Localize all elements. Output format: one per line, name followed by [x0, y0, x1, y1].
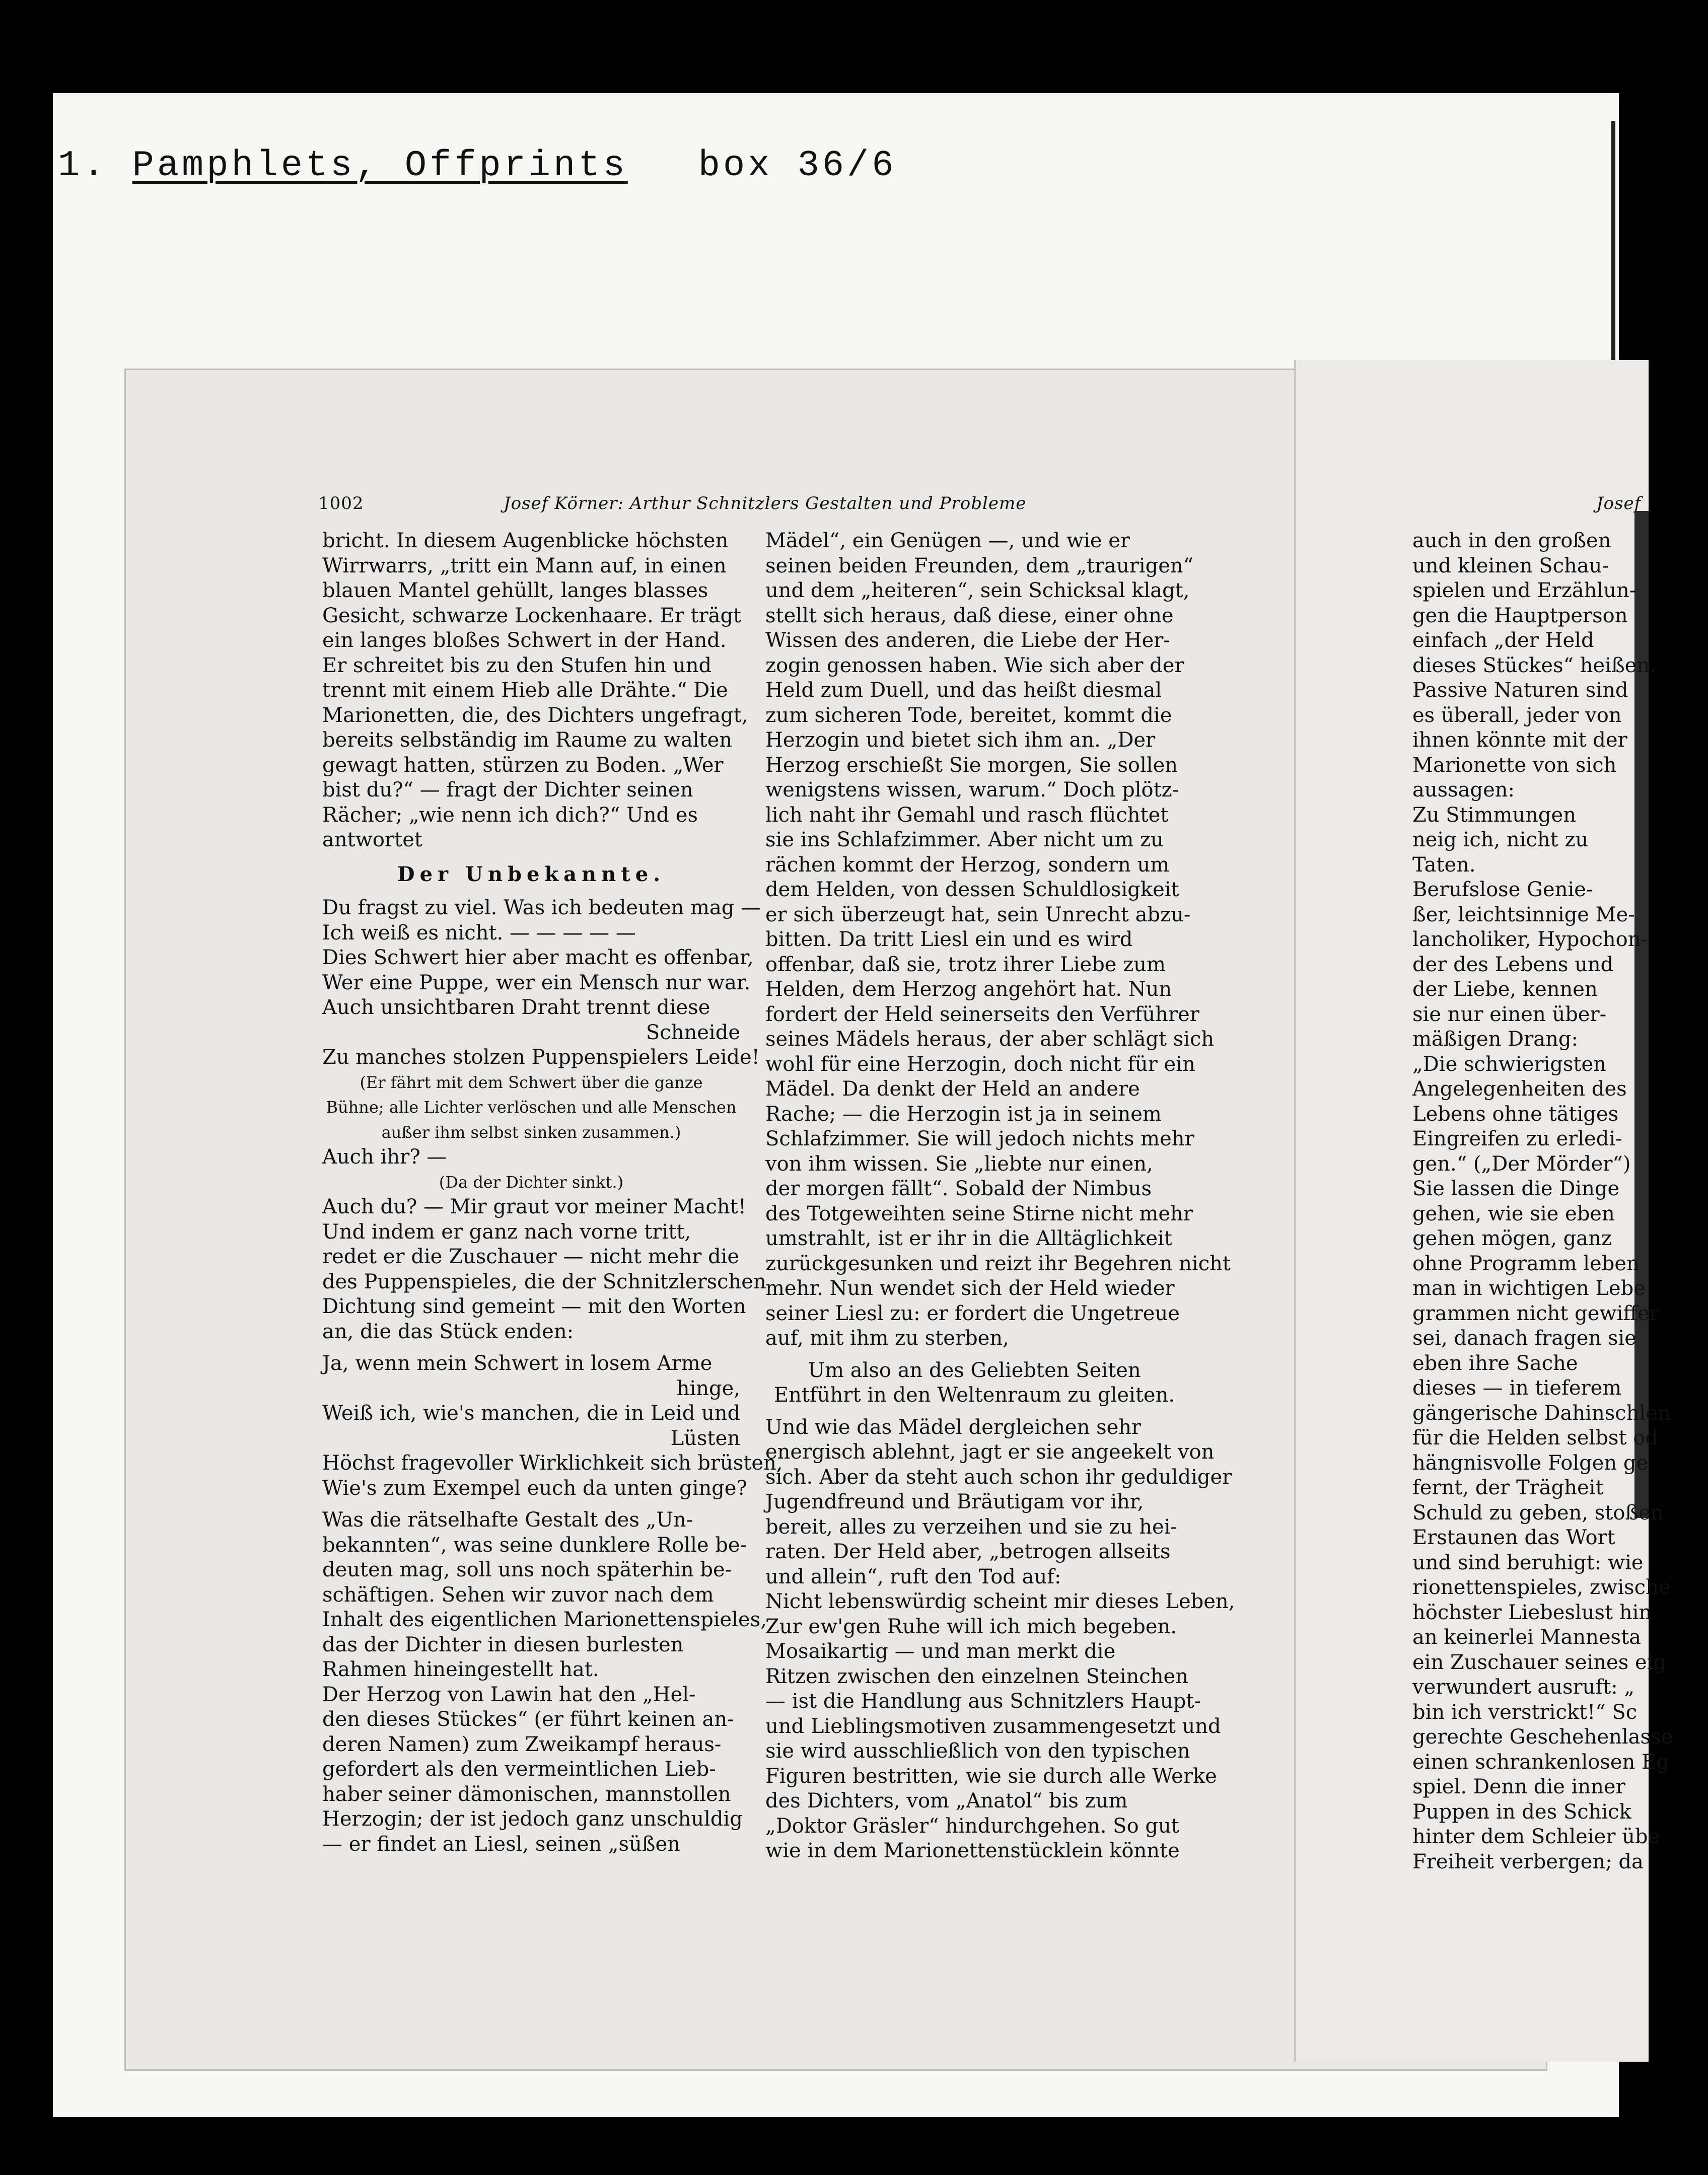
- text-line: den dieses Stückes“ (er führt keinen an-: [322, 1708, 734, 1731]
- stage-direction: außer ihm selbst sinken zusammen.): [381, 1122, 681, 1142]
- text-line: deuten mag, soll uns noch späterhin be-: [322, 1558, 732, 1581]
- label-number: 1.: [58, 145, 108, 186]
- text-line: Passive Naturen sind: [1412, 679, 1628, 702]
- text-line: sie ins Schlafzimmer. Aber nicht um zu: [765, 828, 1164, 851]
- page-number: 1002: [318, 493, 364, 514]
- verse-line: Wie's zum Exempel euch da unten ginge?: [322, 1476, 747, 1500]
- text-line: zurückgesunken und reizt ihr Begehren nicht: [765, 1252, 1231, 1275]
- text-line: Herzogin; der ist jedoch ganz unschuldig: [322, 1807, 743, 1831]
- text-line: Mädel“, ein Genügen —, und wie er: [765, 529, 1130, 552]
- text-column-1: [322, 529, 783, 1857]
- text-line: des Puppenspieles, die der Schnitzlerschen: [322, 1270, 766, 1293]
- text-line: auch in den großen: [1412, 529, 1611, 552]
- text-line: Sie lassen die Dinge: [1412, 1177, 1620, 1200]
- text-line: der Liebe, kennen: [1412, 978, 1598, 1001]
- text-line: gewagt hatten, stürzen zu Boden. „Wer: [322, 753, 724, 777]
- verse-line: Dies Schwert hier aber macht es offenbar,: [322, 946, 754, 969]
- text-line: ohne Programm leben: [1412, 1252, 1640, 1275]
- text-line: umstrahlt, ist er ihr in die Alltäglichkeit: [765, 1227, 1172, 1250]
- text-line: er sich überzeugt hat, sein Unrecht abzu-: [765, 903, 1191, 926]
- text-line: Mosaikartig — und man merkt die: [765, 1640, 1116, 1663]
- text-line: Schuld zu geben, stoßen: [1412, 1501, 1664, 1525]
- text-line: — er findet an Liesl, seinen „süßen: [322, 1832, 680, 1856]
- text-line: zogin genossen haben. Wie sich aber der: [765, 654, 1184, 677]
- text-line: und Lieblingsmotiven zusammengesetzt und: [765, 1714, 1221, 1738]
- text-column-2: [765, 529, 1235, 1864]
- text-line: auf, mit ihm zu sterben,: [765, 1327, 1009, 1350]
- text-line: dieses Stückes“ heißen.: [1412, 654, 1656, 677]
- verse-line: Wer eine Puppe, wer ein Mensch nur war.: [322, 971, 751, 994]
- text-line: ihnen könnte mit der: [1412, 729, 1627, 752]
- verse-line: Höchst fragevoller Wirklichkeit sich brüsten,: [322, 1452, 783, 1475]
- text-line: neig ich, nicht zu: [1412, 828, 1589, 851]
- text-line: offenbar, daß sie, trotz ihrer Liebe zum: [765, 953, 1166, 976]
- text-column-3: [1412, 529, 1673, 1874]
- text-line: Held zum Duell, und das heißt diesmal: [765, 679, 1162, 702]
- text-line: energisch ablehnt, jagt er sie angeekelt von: [765, 1440, 1215, 1464]
- spacer: [765, 1351, 1183, 1358]
- text-line: fordert der Held seinerseits den Verführer: [765, 1002, 1199, 1026]
- text-line: „Doktor Gräsler“ hindurchgehen. So gut: [765, 1814, 1179, 1838]
- text-line: und kleinen Schau-: [1412, 554, 1609, 577]
- text-line: es überall, jeder von: [1412, 703, 1622, 727]
- verse-line: Auch ihr? —: [322, 1145, 447, 1169]
- text-line: haber seiner dämonischen, mannstollen: [322, 1782, 731, 1806]
- running-title: Josef Körner: Arthur Schnitzlers Gestalten und Probleme: [504, 493, 1027, 514]
- sheet-edge-shadow: [1611, 121, 1615, 383]
- text-line: einfach „der Held: [1412, 629, 1594, 652]
- text-line: spielen und Erzählun-: [1412, 579, 1636, 602]
- text-line: Und wie das Mädel dergleichen sehr: [765, 1415, 1142, 1439]
- label-box: box 36/6: [698, 145, 897, 186]
- text-line: ßer, leichtsinnige Me-: [1412, 903, 1635, 926]
- verse-line: Auch du? — Mir graut vor meiner Macht!: [322, 1195, 746, 1218]
- text-line: Figuren bestritten, wie sie durch alle Werke: [765, 1764, 1217, 1788]
- text-line: Wissen des anderen, die Liebe der Her-: [765, 629, 1170, 652]
- text-line: blauen Mantel gehüllt, langes blasses: [322, 579, 708, 602]
- text-line: raten. Der Held aber, „betrogen allseits: [765, 1540, 1171, 1563]
- verse-line: hinge,: [676, 1376, 740, 1400]
- text-line: einen schrankenlosen Eg: [1412, 1750, 1669, 1774]
- text-line: dieses — in tieferem: [1412, 1376, 1622, 1400]
- text-line: bitten. Da tritt Liesl ein und es wird: [765, 928, 1133, 951]
- spacer: [322, 1501, 740, 1508]
- text-line: gehen mögen, ganz: [1412, 1227, 1612, 1250]
- text-line: höchster Liebeslust hin: [1412, 1601, 1652, 1624]
- text-line: Jugendfreund und Bräutigam vor ihr,: [765, 1490, 1144, 1513]
- text-line: fernt, der Trägheit: [1412, 1476, 1604, 1499]
- text-line: Und indem er ganz nach vorne tritt,: [322, 1220, 691, 1244]
- text-line: Inhalt des eigentlichen Marionettenspieles,: [322, 1608, 767, 1631]
- verse-line: Nicht lebenswürdig scheint mir dieses Leben,: [765, 1590, 1235, 1613]
- text-line: hängnisvolle Folgen ge: [1412, 1451, 1649, 1475]
- text-line: Dichtung sind gemeint — mit den Worten: [322, 1295, 746, 1318]
- text-line: und dem „heiteren“, sein Schicksal klagt,: [765, 579, 1190, 602]
- verse-line: Ich weiß es nicht. — — — — —: [322, 921, 636, 945]
- section-heading: Der Unbekannte.: [397, 862, 666, 886]
- text-line: für die Helden selbst od: [1412, 1426, 1658, 1449]
- text-line: Mädel. Da denkt der Held an andere: [765, 1077, 1140, 1101]
- text-line: Was die rätselhafte Gestalt des „Un-: [322, 1508, 693, 1532]
- text-line: rächen kommt der Herzog, sondern um: [765, 853, 1170, 877]
- text-line: des Dichters, vom „Anatol“ bis zum: [765, 1789, 1128, 1812]
- text-line: mehr. Nun wendet sich der Held wieder: [765, 1277, 1175, 1300]
- verse-line: Schneide: [646, 1021, 740, 1044]
- text-line: Der Herzog von Lawin hat den „Hel-: [322, 1683, 696, 1706]
- text-line: lancholiker, Hypochon-: [1412, 928, 1648, 951]
- text-line: bin ich verstrickt!“ Sc: [1412, 1700, 1638, 1724]
- verse-line: Auch unsichtbaren Draht trennt diese: [322, 996, 710, 1019]
- text-line: lich naht ihr Gemahl und rasch flüchtet: [765, 803, 1169, 827]
- text-line: schäftigen. Sehen wir zuvor nach dem: [322, 1583, 714, 1607]
- text-line: aussagen:: [1412, 778, 1515, 802]
- spacer: [322, 1344, 740, 1351]
- text-line: antwortet: [322, 828, 422, 851]
- text-line: gen die Hauptperson: [1412, 604, 1628, 627]
- text-line: Lebens ohne tätiges: [1412, 1102, 1619, 1126]
- text-line: Herzog erschießt Sie morgen, Sie sollen: [765, 753, 1178, 777]
- stage-direction: Bühne; alle Lichter verlöschen und alle Menschen: [326, 1098, 737, 1117]
- text-line: wie in dem Marionettenstücklein könnte: [765, 1839, 1180, 1862]
- verse-line: Entführt in den Weltenraum zu gleiten.: [773, 1384, 1175, 1407]
- text-line: dem Helden, von dessen Schuldlosigkeit: [765, 878, 1179, 901]
- text-line: sich. Aber da steht auch schon ihr geduldiger: [765, 1465, 1232, 1489]
- text-line: spiel. Denn die inner: [1412, 1775, 1625, 1798]
- text-line: stellt sich heraus, daß diese, einer ohne: [765, 604, 1174, 627]
- text-line: Marionette von sich: [1412, 753, 1617, 777]
- archive-label-text: [58, 145, 896, 186]
- stage-direction: (Er fährt mit dem Schwert über die ganze: [360, 1072, 703, 1092]
- text-line: Gesicht, schwarze Lockenhaare. Er trägt: [322, 604, 742, 627]
- text-line: sei, danach fragen sie: [1412, 1327, 1636, 1350]
- text-line: mäßigen Drang:: [1412, 1028, 1578, 1051]
- text-line: bereits selbständig im Raume zu walten: [322, 729, 733, 752]
- text-line: Er schreitet bis zu den Stufen hin und: [322, 654, 712, 677]
- archive-label: [53, 131, 959, 216]
- text-line: bricht. In diesem Augenblicke höchsten: [322, 529, 729, 552]
- text-line: Puppen in des Schick: [1412, 1800, 1631, 1824]
- text-line: rionettenspieles, zwische: [1412, 1576, 1671, 1599]
- text-line: gängerische Dahinschlen: [1412, 1401, 1671, 1425]
- text-line: Eingreifen zu erledi-: [1412, 1127, 1622, 1150]
- verse-line: Lüsten: [670, 1426, 740, 1450]
- text-line: bereit, alles zu verzeihen und sie zu hei-: [765, 1515, 1177, 1539]
- text-line: der des Lebens und: [1412, 953, 1614, 976]
- text-line: das der Dichter in diesen burlesten: [322, 1633, 684, 1656]
- verse-line: Ja, wenn mein Schwert in losem Arme: [322, 1352, 713, 1375]
- verse-line: Weiß ich, wie's manchen, die in Leid und: [322, 1402, 741, 1425]
- text-line: trennt mit einem Hieb alle Drähte.“ Die: [322, 679, 728, 702]
- text-line: Rahmen hineingestellt hat.: [322, 1658, 599, 1681]
- text-line: grammen nicht gewiffer: [1412, 1301, 1659, 1325]
- text-line: sie wird ausschließlich von den typischen: [765, 1739, 1190, 1763]
- text-line: „Die schwierigsten: [1412, 1052, 1606, 1076]
- text-line: Berufslose Genie-: [1412, 878, 1593, 901]
- text-line: des Totgeweihten seine Stirne nicht mehr: [765, 1202, 1193, 1225]
- text-line: an keinerlei Mannesta: [1412, 1626, 1642, 1649]
- text-line: sie nur einen über-: [1412, 1002, 1607, 1026]
- next-page-running-title: Josef: [1596, 493, 1642, 514]
- text-line: man in wichtigen Lebe: [1412, 1277, 1646, 1300]
- text-line: Zu Stimmungen: [1412, 803, 1576, 827]
- text-line: und sind beruhigt: wie: [1412, 1551, 1644, 1574]
- text-line: Herzogin und bietet sich ihm an. „Der: [765, 729, 1156, 752]
- text-line: Erstaunen das Wort: [1412, 1526, 1615, 1549]
- text-line: bekannten“, was seine dunklere Rolle be-: [322, 1533, 747, 1557]
- text-line: Rache; — die Herzogin ist ja in seinem: [765, 1102, 1162, 1126]
- text-line: Wirrwarrs, „tritt ein Mann auf, in einen: [322, 554, 727, 577]
- text-line: verwundert ausruft: „: [1412, 1676, 1635, 1699]
- text-line: wenigstens wissen, warum.“ Doch plötz-: [765, 778, 1179, 802]
- text-line: eben ihre Sache: [1412, 1351, 1578, 1375]
- text-line: der morgen fällt“. Sobald der Nimbus: [765, 1177, 1152, 1200]
- text-line: hinter dem Schleier übe: [1412, 1825, 1660, 1848]
- text-line: Helden, dem Herzog angehört hat. Nun: [765, 978, 1172, 1001]
- text-line: an, die das Stück enden:: [322, 1320, 574, 1343]
- text-line: Rächer; „wie nenn ich dich?“ Und es: [322, 803, 698, 827]
- text-line: bist du?“ — fragt der Dichter seinen: [322, 778, 693, 802]
- text-line: und allein“, ruft den Tod auf:: [765, 1565, 1061, 1588]
- text-line: zum sicheren Tode, bereitet, kommt die: [765, 703, 1172, 727]
- text-line: wohl für eine Herzogin, doch nicht für ein: [765, 1052, 1195, 1076]
- text-line: gerechte Geschehenlasse: [1412, 1725, 1673, 1749]
- verse-line: Zur ew'gen Ruhe will ich mich begeben.: [765, 1615, 1177, 1638]
- text-line: Ritzen zwischen den einzelnen Steinchen: [765, 1664, 1188, 1688]
- text-line: gefordert als den vermeintlichen Lieb-: [322, 1758, 716, 1781]
- text-line: Taten.: [1412, 853, 1476, 877]
- verse-line: Du fragst zu viel. Was ich bedeuten mag —: [322, 896, 761, 919]
- text-line: von ihm wissen. Sie „liebte nur einen,: [765, 1152, 1153, 1176]
- text-line: seiner Liesl zu: er fordert die Ungetreue: [765, 1301, 1180, 1325]
- text-line: ein langes bloßes Schwert in der Hand.: [322, 629, 727, 652]
- text-line: gehen, wie sie eben: [1412, 1202, 1615, 1225]
- text-line: Angelegenheiten des: [1412, 1077, 1627, 1101]
- spacer: [765, 1408, 1183, 1415]
- text-line: seinen beiden Freunden, dem „traurigen“: [765, 554, 1194, 577]
- text-line: gen.“ („Der Mörder“): [1412, 1152, 1631, 1176]
- text-line: — ist die Handlung aus Schnitzlers Haupt-: [765, 1690, 1201, 1713]
- text-line: Schlafzimmer. Sie will jedoch nichts mehr: [765, 1127, 1194, 1150]
- label-title: Pamphlets, Offprints: [132, 145, 628, 186]
- text-line: seines Mädels heraus, der aber schlägt sich: [765, 1028, 1215, 1051]
- verse-line: Zu manches stolzen Puppenspielers Leide!: [322, 1046, 760, 1069]
- verse-line: Um also an des Geliebten Seiten: [808, 1358, 1141, 1382]
- text-line: deren Namen) zum Zweikampf heraus-: [322, 1732, 722, 1756]
- text-line: Freiheit verbergen; da: [1412, 1850, 1644, 1873]
- text-line: ein Zuschauer seines eig: [1412, 1650, 1667, 1674]
- text-line: redet er die Zuschauer — nicht mehr die: [322, 1245, 740, 1268]
- text-line: Marionetten, die, des Dichters ungefragt,: [322, 703, 748, 727]
- stage-direction: (Da der Dichter sinkt.): [439, 1172, 624, 1192]
